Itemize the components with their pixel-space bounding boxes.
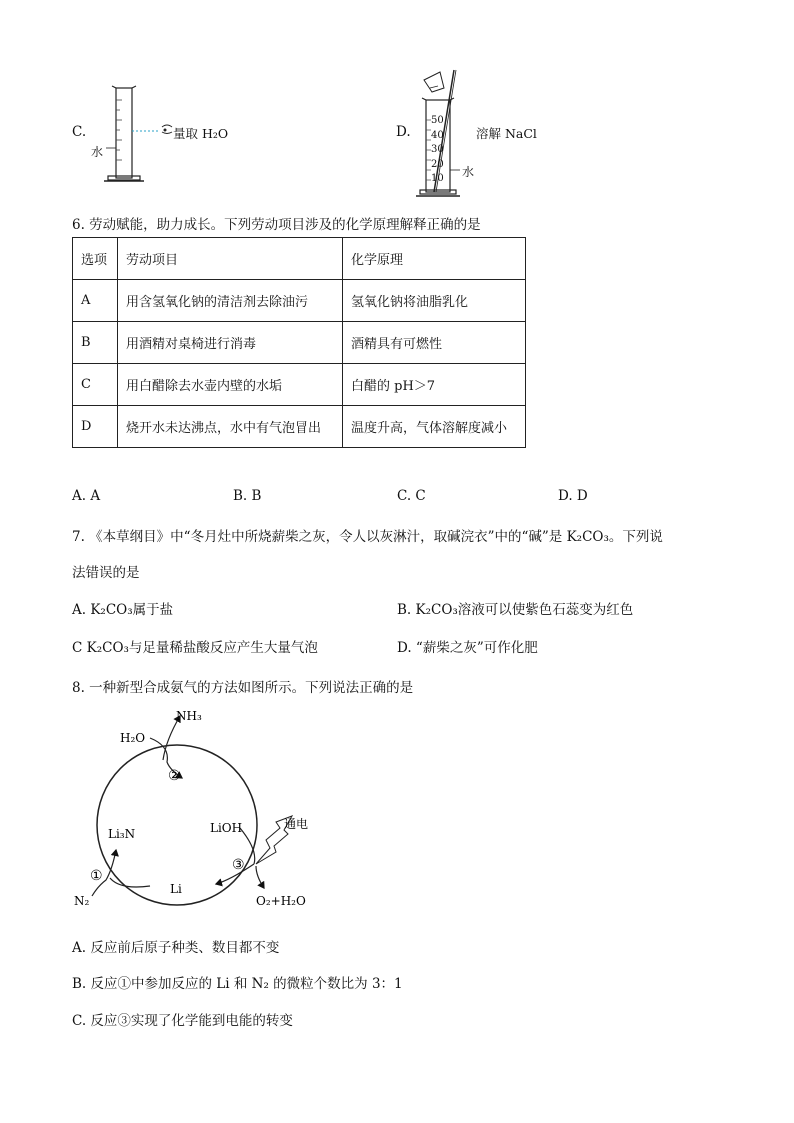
table-header-row [73,238,526,280]
label-o2-h2o: O₂+H₂O [256,894,306,908]
option-d-letter: D. [396,124,411,140]
dissolve-nacl-label: 溶解 NaCl [476,126,537,141]
label-step3: ③ [232,857,245,873]
water-label-d: 水 [462,165,475,179]
row-principle: 温度升高，气体溶解度减小 [343,406,526,448]
row-principle: 酒精具有可燃性 [343,322,526,364]
cylinder-scale-d [431,114,444,187]
arrow-li-to-li3n [110,878,150,887]
row-labor-item: 烧开水未达沸点，水中有气泡冒出 [118,406,343,448]
tick-50: 50 [431,115,444,126]
label-lioh: LiOH [210,821,243,835]
q8-choice-b[interactable]: B. 反应①中参加反应的 Li 和 N₂ 的微粒个数比为 3：1 [72,976,403,992]
row-principle: 氢氧化钠将油脂乳化 [343,280,526,322]
table-row [73,364,526,406]
label-power: 通电 [284,817,309,831]
row-option: C [73,364,118,406]
table-row [73,280,526,322]
q7-choice-c[interactable]: C K₂CO₃与足量稀盐酸反应产生大量气泡 [72,640,318,656]
row-labor-item: 用酒精对桌椅进行消毒 [118,322,343,364]
row-labor-item: 用白醋除去水壶内壁的水垢 [118,364,343,406]
water-label-c: 水 [91,145,104,159]
label-h2o: H₂O [120,731,146,745]
q7-choice-a[interactable]: A. K₂CO₃属于盐 [72,602,174,618]
tick-40: 40 [431,129,444,141]
header-principle: 化学原理 [343,238,526,280]
row-option: B [73,322,118,364]
q8-choice-a[interactable]: A. 反应前后原子种类、数目都不变 [72,940,280,956]
tick-20: 20 [431,158,444,170]
arrow-o2-out [256,866,264,888]
label-step1: ① [90,868,103,884]
question-7-stem-line2: 法错误的是 [72,565,140,581]
label-li: Li [170,882,182,896]
header-labor-item: 劳动项目 [118,238,343,280]
tick-10: 10 [431,173,444,185]
question-7-stem-line1: 7. 《本草纲目》中“冬月灶中所烧薪柴之灰，令人以灰淋汁，取碱浣衣”中的“碱”是 K₂CO₃。下列说 [72,529,663,545]
question-6-stem: 6. 劳动赋能，助力成长。下列劳动项目涉及的化学原理解释正确的是 [72,217,481,233]
measure-water-label: 量取 H₂O [173,126,229,141]
label-step2: ② [168,768,181,784]
tick-30: 30 [431,144,444,156]
q6-choice-b[interactable]: B. B [233,488,262,504]
row-option: A [73,280,118,322]
option-c-letter: C. [72,124,87,140]
q8-choice-c[interactable]: C. 反应③实现了化学能到电能的转变 [72,1013,293,1029]
row-principle: 白醋的 pH＞7 [343,364,526,406]
question-8-stem: 8. 一种新型合成氨气的方法如图所示。下列说法正确的是 [72,680,414,696]
q6-choice-c[interactable]: C. C [397,488,426,504]
row-option: D [73,406,118,448]
table-row [73,322,526,364]
label-li3n: Li₃N [108,827,136,841]
ammonia-synthesis-cycle-diagram [70,700,330,920]
table-row [73,406,526,448]
q6-choice-d[interactable]: D. D [558,488,588,504]
labor-principle-table [72,237,526,448]
label-nh3: NH₃ [176,709,202,723]
q6-choice-a[interactable]: A. A [72,488,101,504]
row-labor-item: 用含氢氧化钠的清洁剂去除油污 [118,280,343,322]
header-option: 选项 [73,238,118,280]
q7-choice-b[interactable]: B. K₂CO₃溶液可以使紫色石蕊变为红色 [397,602,634,618]
q7-choice-d[interactable]: D. “薪柴之灰”可作化肥 [397,640,538,656]
label-n2: N₂ [74,894,90,908]
